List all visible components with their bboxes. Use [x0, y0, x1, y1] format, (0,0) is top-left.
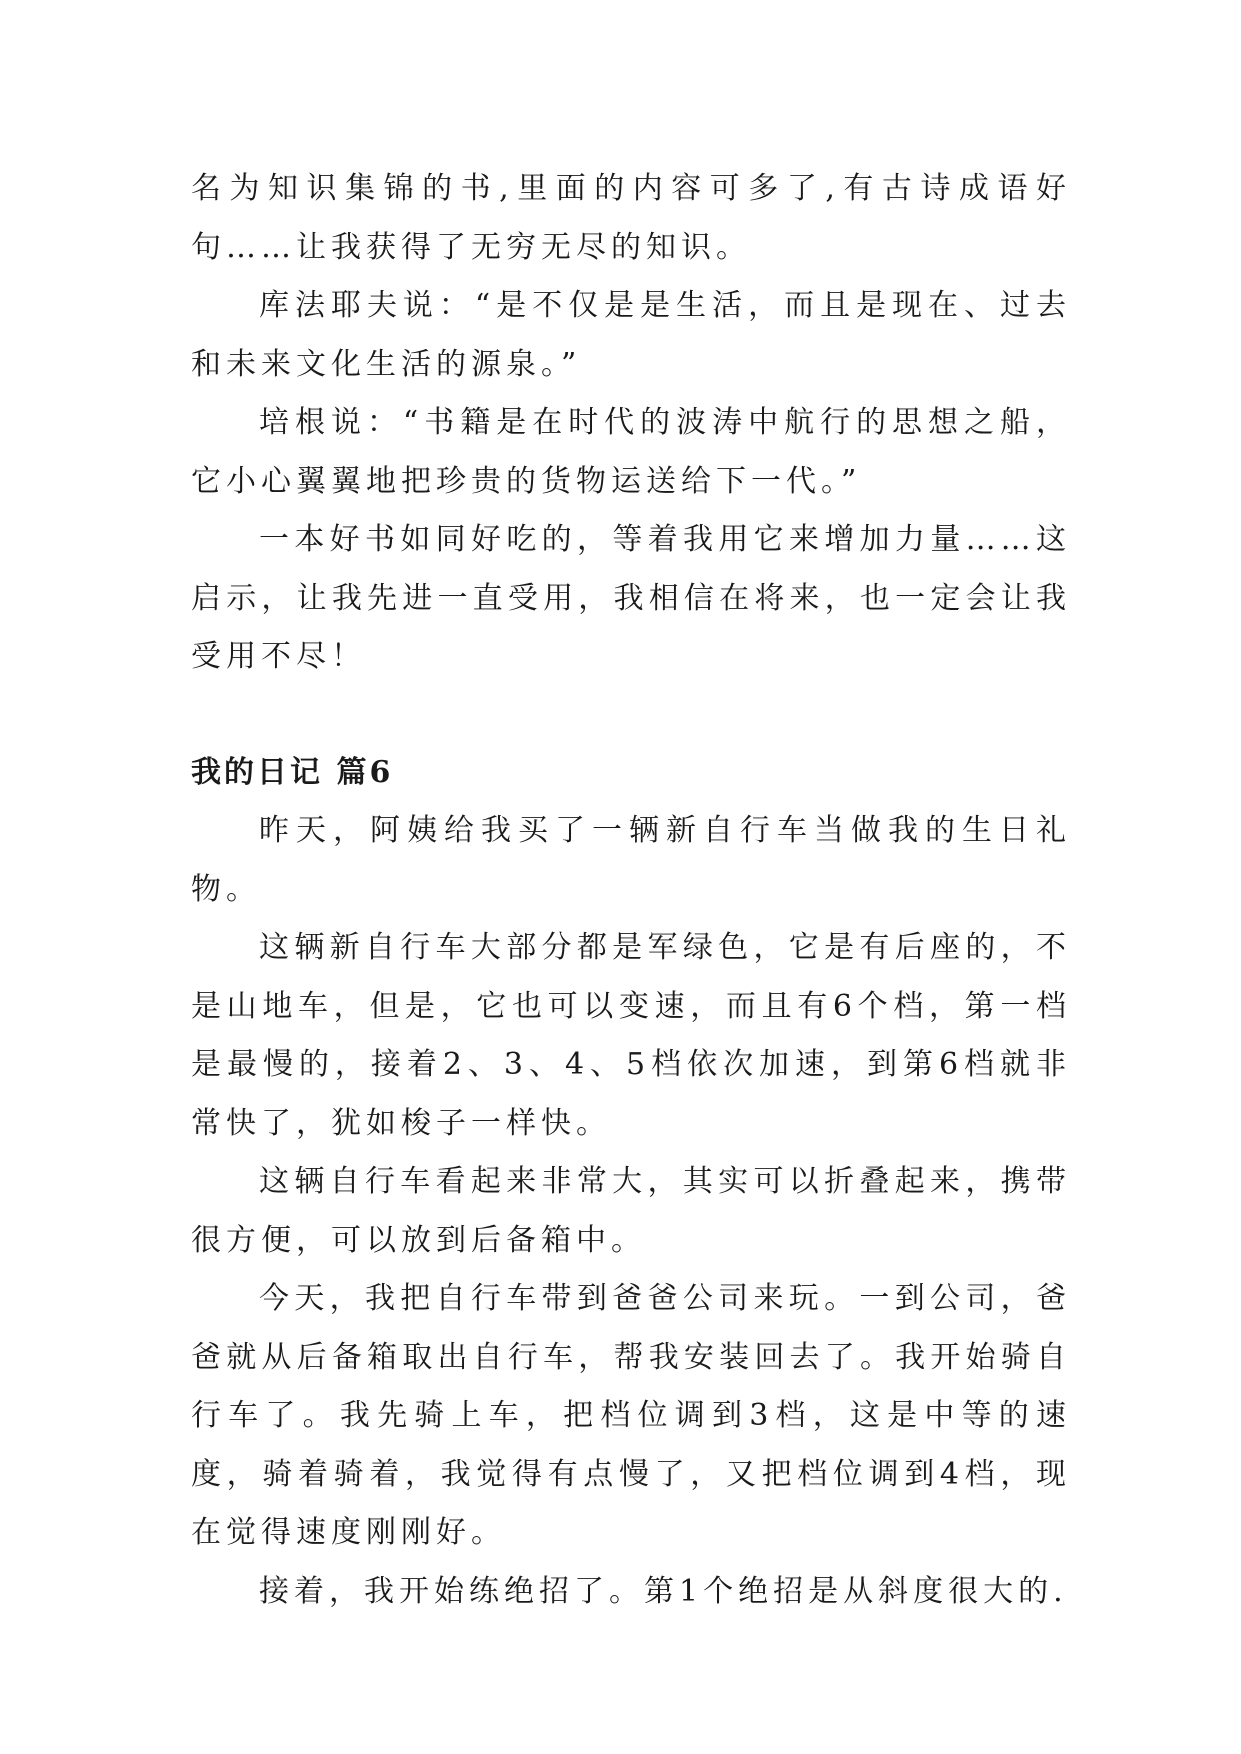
- paragraph-tricks: 接着，我开始练绝招了。第1个绝招是从斜度很大的.: [259, 1573, 1068, 1609]
- paragraph-conclusion: 一本好书如同好吃的，等着我用它来增加力量……这启示，让我先进一直受用，我相信在将来，也一定会让我受用不尽！: [191, 522, 1071, 674]
- paragraph-quote-bacon: 培根说：“书籍是在时代的波涛中航行的思想之船，它小心翼翼地把珍贵的货物运送给下一代。”: [191, 405, 1071, 499]
- document-body: [191, 160, 1071, 1621]
- paragraph-riding: 今天，我把自行车带到爸爸公司来玩。一到公司，爸爸就从后备箱取出自行车，帮我安装回去了。我开始骑自行车了。我先骑上车，把档位调到3档，这是中等的速度，骑着骑着，我觉得有点慢了，又把档位调到4档，现在觉得速度刚刚好。: [191, 1281, 1071, 1550]
- paragraph-continuation: 名为知识集锦的书,里面的内容可多了,有古诗成语好句……让我获得了无穷无尽的知识。: [191, 171, 1071, 265]
- paragraph-quote-kufayefu: 库法耶夫说：“是不仅是是生活，而且是现在、过去和未来文化生活的源泉。”: [191, 288, 1071, 382]
- section-heading: 我的日记 篇6: [191, 754, 394, 790]
- paragraph-gift: 昨天，阿姨给我买了一辆新自行车当做我的生日礼物。: [191, 813, 1071, 907]
- paragraph-bike-folding: 这辆自行车看起来非常大，其实可以折叠起来，携带很方便，可以放到后备箱中。: [191, 1164, 1071, 1258]
- paragraph-bike-description: 这辆新自行车大部分都是军绿色，它是有后座的，不是山地车，但是，它也可以变速，而且有6个档，第一档是最慢的，接着2、3、4、5档依次加速，到第6档就非常快了，犹如梭子一样快。: [191, 930, 1071, 1141]
